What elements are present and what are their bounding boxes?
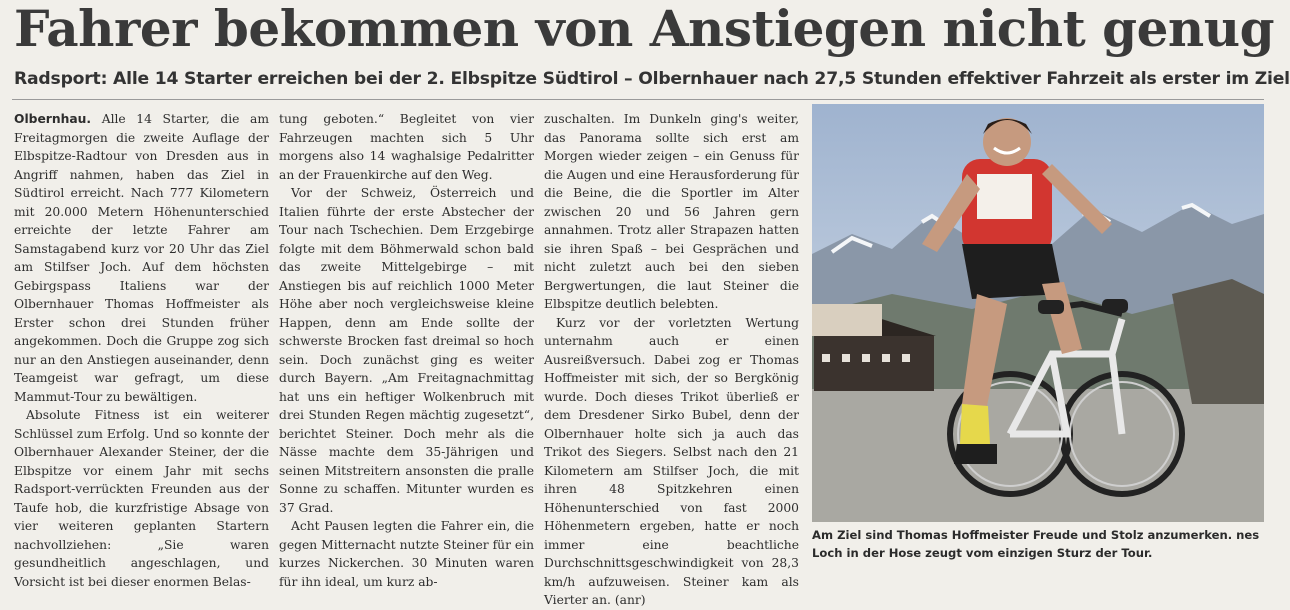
paragraph: tung geboten.“ Begleitet von vier Fahrzeugen machten sich 5 Uhr morgens also 14 waghalsige Pedalritter an der Frauenkirche auf den Weg. [279,112,534,182]
headline: Fahrer bekommen von Anstiegen nicht genug [14,0,1275,58]
paragraph-text: Alle 14 Starter, die am Freitagmorgen die zweite Auflage der Elbspitze-Radtour von Dresden aus in Angriff nahmen, haben das Ziel in Südtirol erreicht. Nach 777 Kilometern mit 20.000 Metern Höhenunterschied erreichte der letzte Fahrer am Samstagabend kurz vor 20 Uhr das Ziel am Stilfser Joch. Auf dem höchsten Gebirgspass Italiens war der Olbernhauer Thomas Hoffmeister als Erster schon drei Stunden früher angekommen. Doch die Gruppe zog sich nur an den Anstiegen auseinander, denn Teamgeist war gefragt, um diese Mammut-Tour zu bewältigen. [14,112,269,404]
paragraph [14,110,269,406]
paragraph: Absolute Fitness ist ein weiterer Schlüssel zum Erfolg. Und so konnte der Olbernhauer Alexander Steiner, der die Elbspitze vor einem Jahr mit sechs Radsport-verrückten Freunden aus der Taufe hob, die kurzfristige Absage von vier weiteren geplanten Startern nachvollziehen: „Sie waren gesundheitlich angeschlagen, und Vorsicht ist bei dieser enormen Belas- [14,408,269,589]
article-column-1 [14,110,269,589]
article-column-3 [544,110,799,607]
paragraph: Acht Pausen legten die Fahrer ein, die gegen Mitternacht nutzte Steiner für ein kurzes Nickerchen. 30 Minuten waren für ihn ideal, um kurz ab- [279,519,534,589]
article-column-2 [279,110,534,589]
cyclist-photo-illustration [812,104,1264,522]
paragraph: Kurz vor der vorletzten Wertung unternahm auch er einen Ausreißversuch. Dabei zog er Thomas Hoffmeister mit sich, der so Bergkönig wurde. Doch dieses Trikot überließ er dem Dresdener Sirko Bubel, denn der Olbernhauer holte sich ja auch das Trikot des Siegers. Selbst nach den 21 Kilometern am Stilfser Joch, die mit ihren 48 Spitzkehren einen Höhenunterschied von fast 2000 Höhenmetern ergeben, hatte er noch immer eine beachtliche Durchschnittsgeschwindigkeit von 28,3 km/h aufzuweisen. Steiner kam als Vierter an. (anr) [544,315,799,607]
cyclist-photo [812,104,1264,522]
paragraph: zuschalten. Im Dunkeln ging's weiter, das Panorama sollte sich erst am Morgen wieder zeigen – ein Genuss für die Augen und eine Herausforderung für die Beine, die die Sportler im Alter zwischen 20 und 56 Jahren gern annahmen. Trotz aller Strapazen hatten sie ihren Spaß – bei Gesprächen und nicht zuletzt auch bei den sieben Bergwertungen, die laut Steiner die Elbspitze deutlich belebten. [544,112,799,311]
dateline: Olbernhau. [14,112,92,126]
photo-caption: Am Ziel sind Thomas Hoffmeister Freude und Stolz anzumerken. nes Loch in der Hose zeugt vom einzigen Sturz der Tour. [812,528,1260,560]
subheadline: Radsport: Alle 14 Starter erreichen bei der 2. Elbspitze Südtirol – Olbernhauer nach 27,5 Stunden effektiver Fahrzeit als erster im Ziel [14,69,1290,89]
divider-rule [12,99,1264,100]
paragraph: Vor der Schweiz, Österreich und Italien führte der erste Abstecher der Tour nach Tschechien. Dem Erzgebirge folgte mit dem Böhmerwald schon bald das zweite Mittelgebirge – mit Anstiegen bis auf reichlich 1000 Meter Höhe aber noch vergleichsweise kleine Happen, denn am Ende sollte der schwerste Brocken fast dreimal so hoch sein. Doch zunächst ging es weiter durch Bayern. „Am Freitagnachmittag hat uns ein heftiger Wolkenbruch mit drei Stunden Regen mächtig zugesetzt“, berichtet Steiner. Doch mehr als die Nässe machte dem 35-Jährigen und seinen Mitstreitern ansonsten die pralle Sonne zu schaffen. Mitunter wurden es 37 Grad. [279,186,534,515]
